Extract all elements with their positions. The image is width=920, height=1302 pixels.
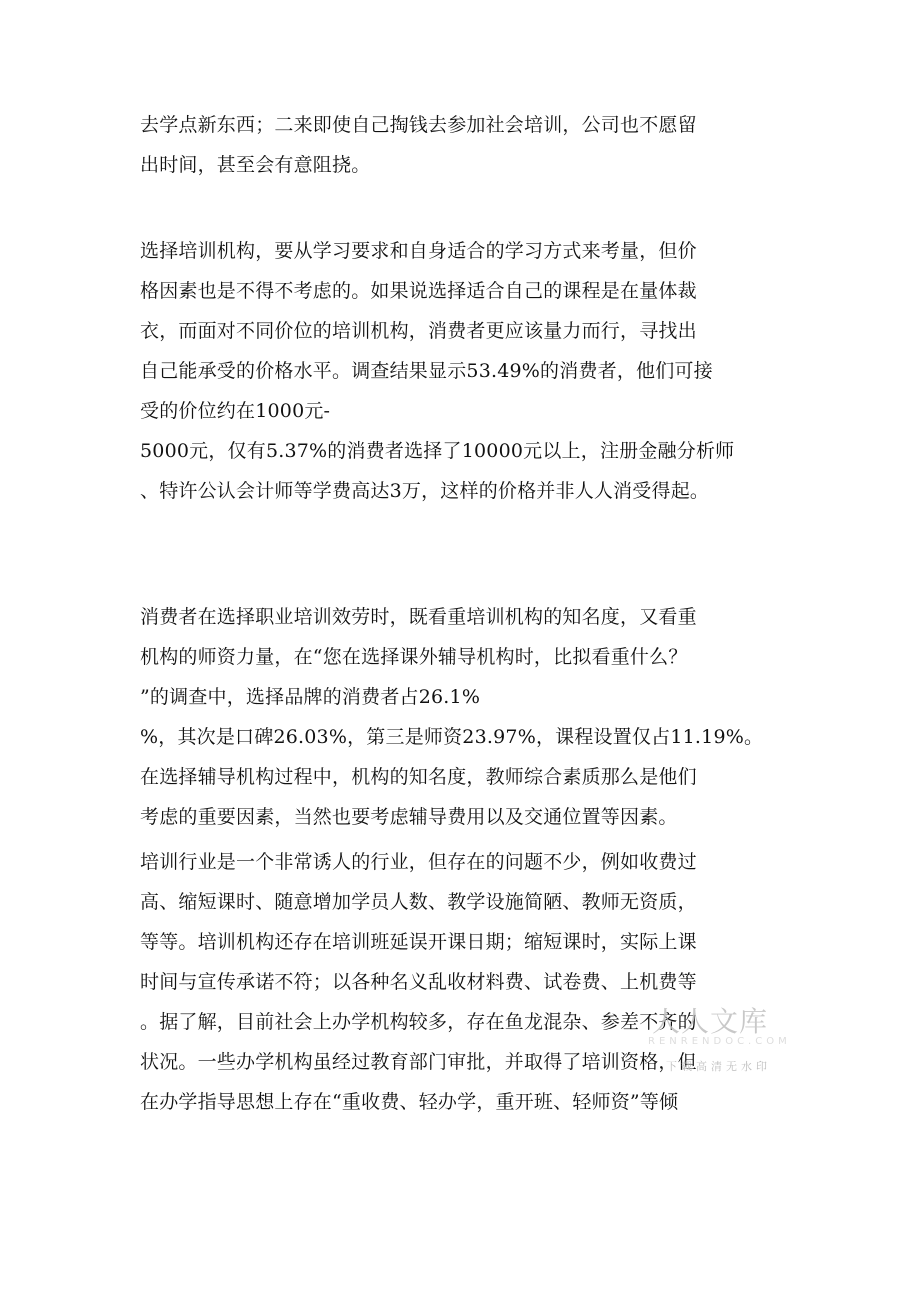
text-line: %，其次是口碑26.03%，第三是师资23.97%，课程设置仅占11.19%。 [140,726,764,748]
watermark-logo-text: 人人文库 [652,1005,769,1038]
text-line: 。据了解，目前社会上办学机构较多，存在鱼龙混杂、参差不齐的 [140,1011,697,1033]
text-line: 选择培训机构，要从学习要求和自身适合的学习方式来考量，但价 [140,240,697,262]
paragraph-3 [140,597,780,837]
text-line: 状况。一些办学机构虽经过教育部门审批，并取得了培训资格，但 [140,1051,697,1073]
text-line: 受的价位约在1000元- [140,400,331,422]
watermark-english-text: RENRENDOC.COM [648,1036,791,1047]
paragraph-4 [140,842,780,1122]
paragraph-2 [140,231,780,511]
text-line: 机构的师资力量，在“您在选择课外辅导机构时，比拟看重什么？ [140,646,688,668]
text-line: 出时间，甚至会有意阻挠。 [140,154,371,176]
text-line: ”的调查中，选择品牌的消费者占26.1% [140,686,481,708]
text-line: 培训行业是一个非常诱人的行业，但存在的问题不少，例如收费过 [140,851,697,873]
text-line: 时间与宣传承诺不符；以各种名义乱收材料费、试卷费、上机费等 [140,971,697,993]
text-line: 在选择辅导机构过程中，机构的知名度，教师综合素质那么是他们 [140,766,697,788]
text-line: 高、缩短课时、随意增加学员人数、教学设施简陋、教师无资质， [140,891,697,913]
watermark-subtitle: 下载高清无水印 [666,1060,771,1073]
text-line: 去学点新东西；二来即使自己掏钱去参加社会培训，公司也不愿留 [140,114,697,136]
text-line: 、特许公认会计师等学费高达3万，这样的价格并非人人消受得起。 [140,480,710,502]
text-line: 自己能承受的价格水平。调查结果显示53.49%的消费者，他们可接 [140,360,713,382]
text-line: 5000元，仅有5.37%的消费者选择了10000元以上，注册金融分析师 [140,440,735,462]
text-line: 格因素也是不得不考虑的。如果说选择适合自己的课程是在量体裁 [140,280,697,302]
text-line: 消费者在选择职业培训效劳时，既看重培训机构的知名度，又看重 [140,606,697,628]
text-line: 等等。培训机构还存在培训班延误开课日期；缩短课时，实际上课 [140,931,697,953]
text-line: 在办学指导思想上存在“重收费、轻办学，重开班、轻师资”等倾 [140,1091,679,1113]
text-line: 考虑的重要因素，当然也要考虑辅导费用以及交通位置等因素。 [140,806,678,828]
paragraph-1 [140,105,780,185]
text-line: 衣，而面对不同价位的培训机构，消费者更应该量力而行，寻找出 [140,320,697,342]
